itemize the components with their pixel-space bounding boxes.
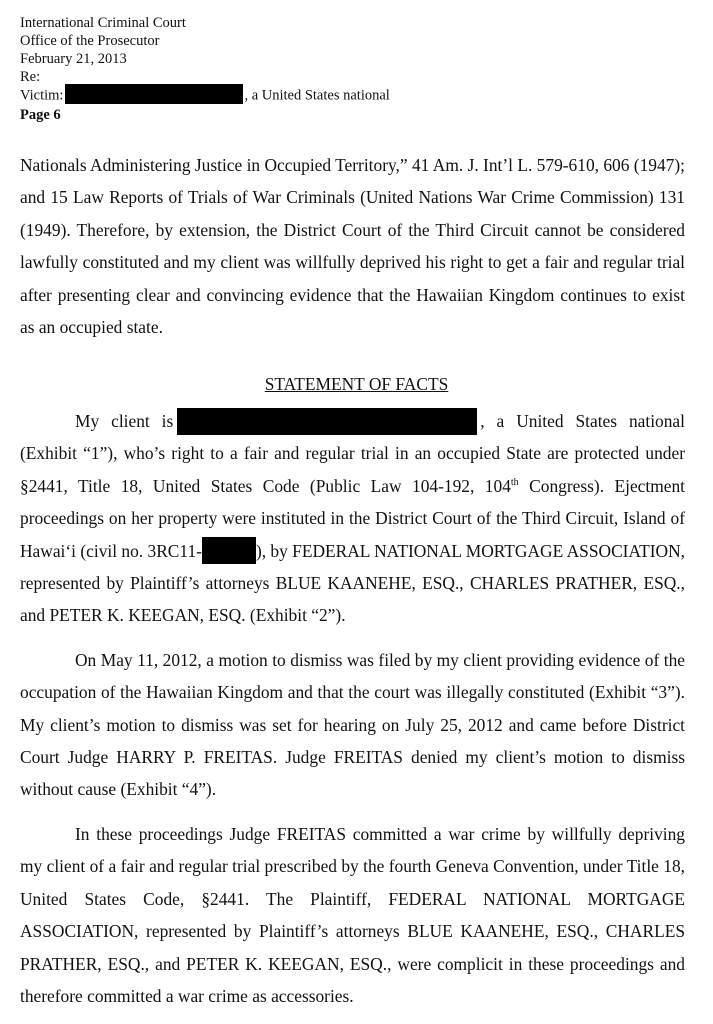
section-title: STATEMENT OF FACTS: [264, 374, 449, 394]
redaction-bar: [65, 84, 243, 104]
redaction-bar: [177, 408, 477, 435]
facts-p1-text-d: ), by FEDERAL NATIONAL MORTGAGE ASSOCIATION, represented by Plaintiff’s attorneys BLUE KAANEHE, ESQ., CHARLES PRATHER, ESQ., and PETER K. KEEGAN, ESQ. (Exhibit “2”).: [20, 540, 685, 626]
header-victim-line: [20, 86, 390, 106]
facts-section: [20, 405, 685, 1024]
superscript-th: th: [510, 477, 519, 489]
facts-p1-text-b: , a United States national (Exhibit “1”), who’s right to a fair and regular trial in an occupied State are protected under §2441, Title 18, United States Code (Public Law 104-192, 104: [20, 411, 685, 496]
opening-paragraph: Nationals Administering Justice in Occupied Territory,” 41 Am. J. Int’l L. 579-610, 606 (1947); and 15 Law Reports of Trials of War Criminals (United Nations War Crime Commission) 131 (1949). Therefore, by extension, the District Court of the Third Circuit cannot be considered lawfully constituted and my client was willfully deprived his right to get a fair and regular trial after presenting clear and convincing evidence that the Hawaiian Kingdom continues to exist as an occupied state.: [20, 155, 685, 338]
facts-paragraph-2: On May 11, 2012, a motion to dismiss was filed by my client providing evidence of the occupation of the Hawaiian Kingdom and that the court was illegally constituted (Exhibit “3”). My client’s motion to dismiss was set for hearing on July 25, 2012 and came before District Court Judge HARRY P. FREITAS. Judge FREITAS denied my client’s motion to dismiss without cause (Exhibit “4”).: [20, 649, 685, 800]
redaction-bar: [202, 537, 256, 564]
letter-header: [20, 14, 390, 124]
section-heading: [0, 372, 713, 396]
header-recipient: International Criminal Court: [20, 15, 186, 31]
header-date: February 21, 2013: [20, 51, 127, 67]
victim-suffix: , a United States national: [244, 87, 390, 104]
facts-paragraph-1: [20, 405, 685, 632]
victim-label: Victim:: [20, 87, 64, 104]
header-office: Office of the Prosecutor: [20, 33, 160, 49]
opening-paragraph-block: [20, 149, 685, 343]
page-number: Page 6: [20, 107, 61, 123]
header-re: Re:: [20, 69, 41, 85]
facts-paragraph-3: In these proceedings Judge FREITAS committed a war crime by willfully depriving my client of a fair and regular trial prescribed by the fourth Geneva Convention, under Title 18, United States Code, §2441. The Plaintiff, FEDERAL NATIONAL MORTGAGE ASSOCIATION, represented by Plaintiff’s attorneys BLUE KAANEHE, ESQ., CHARLES PRATHER, ESQ., and PETER K. KEEGAN, ESQ., were complicit in these proceedings and therefore committed a war crime as accessories.: [20, 823, 685, 1006]
facts-p1-text-a: My client is: [75, 411, 174, 431]
facts-p1-text-c: Congress). Ejectment proceedings on her property were instituted in the District Court of the Third Circuit, Island of Hawai‘i (civil no. 3RC11-: [20, 475, 686, 561]
